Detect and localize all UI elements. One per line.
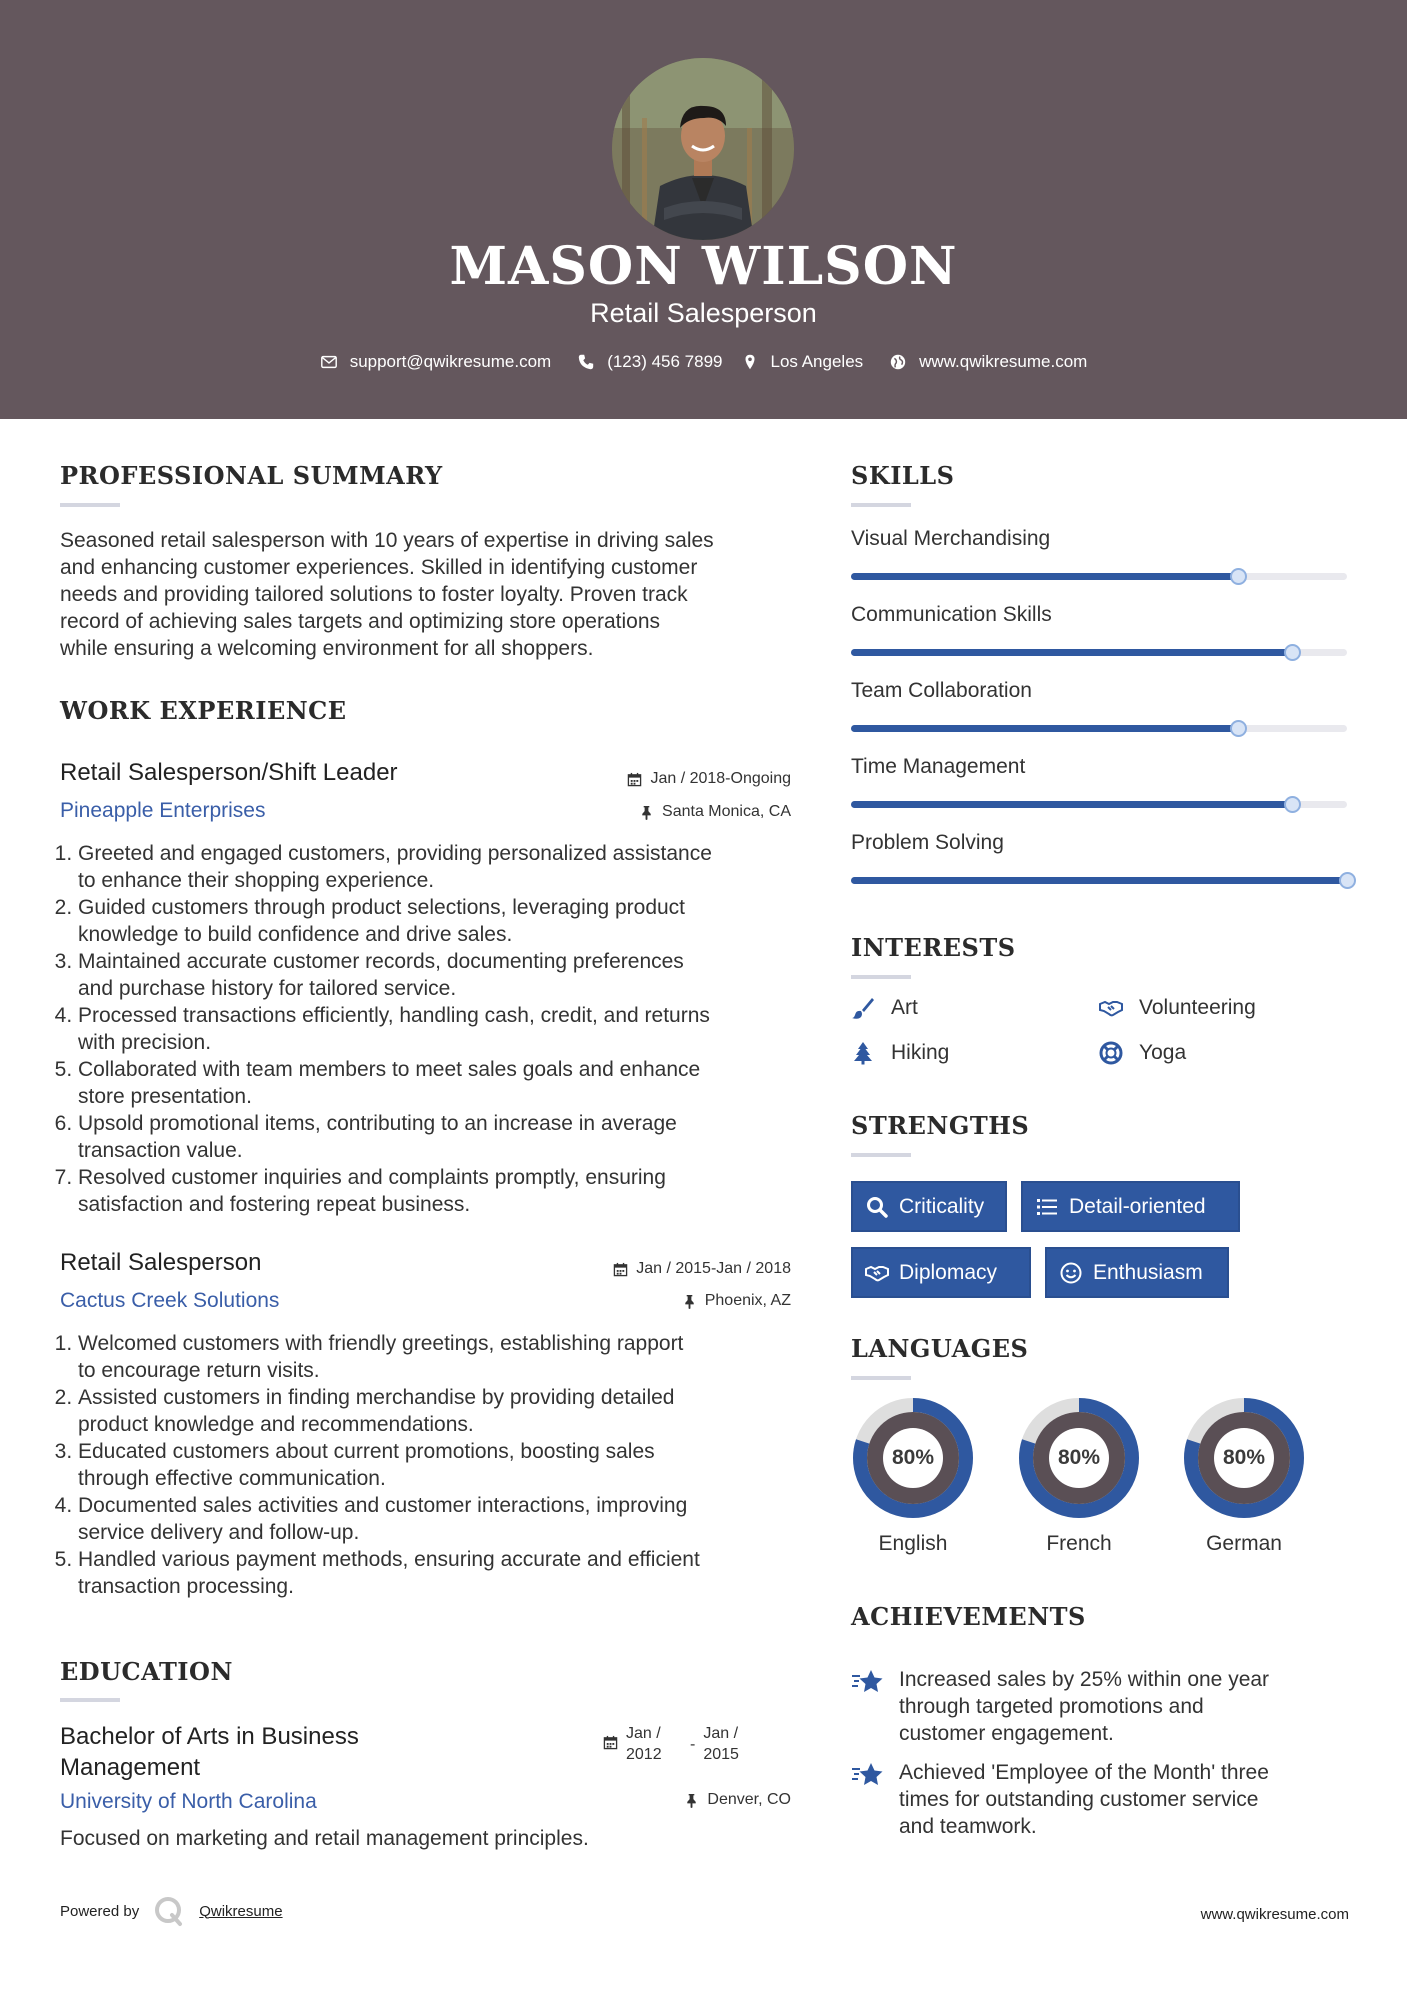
footer-url[interactable]: www.qwikresume.com — [1200, 1906, 1349, 1923]
skill-label: Time Management — [851, 755, 1026, 778]
achievement-line: and teamwork. — [899, 1815, 1037, 1838]
skill-bar-knob — [1284, 796, 1301, 813]
contact-bar — [0, 352, 1407, 372]
language-item — [1182, 1396, 1306, 1555]
skill-bar-track — [851, 877, 1347, 884]
language-percent: 80% — [1057, 1446, 1101, 1469]
list-item — [78, 1330, 820, 1384]
duty-line: with precision. — [78, 1031, 212, 1054]
education-description: Focused on marketing and retail management principles. — [60, 1827, 589, 1850]
skill-bar-fill — [851, 725, 1238, 732]
interests-heading: INTERESTS — [851, 933, 1016, 962]
skill-bar-knob — [1284, 644, 1301, 661]
tree-icon — [851, 1041, 875, 1065]
skill-bar-knob — [1230, 720, 1247, 737]
list-item — [78, 1438, 820, 1492]
pushpin-icon — [682, 1294, 697, 1309]
languages-heading: LANGUAGES — [851, 1334, 1029, 1363]
achievement-line: through targeted promotions and — [899, 1695, 1204, 1718]
achievement-line: Increased sales by 25% within one year — [899, 1668, 1270, 1691]
duty-line: transaction processing. — [78, 1575, 294, 1598]
summary-line: record of achieving sales targets and optimizing store operations — [60, 610, 660, 633]
achievement-line: customer engagement. — [899, 1722, 1114, 1745]
skill-bar-fill — [851, 573, 1238, 580]
list-icon — [1035, 1195, 1059, 1219]
calendar-icon — [627, 772, 642, 787]
contact-phone[interactable] — [577, 352, 722, 372]
envelope-icon — [320, 353, 338, 371]
job-title: Retail Salesperson — [60, 1249, 262, 1276]
trophy-star-icon — [851, 1668, 885, 1698]
duty-line: 1. Greeted and engaged customers, providing personalized assistance — [78, 842, 712, 865]
language-percent: 80% — [891, 1446, 935, 1469]
location-text: Los Angeles — [770, 352, 864, 371]
job-dates-text: Jan / 2015-Jan / 2018 — [636, 1260, 791, 1277]
powered-by — [60, 1895, 283, 1927]
job-duties-list — [60, 840, 820, 1218]
interests-rule — [851, 975, 911, 979]
strength-tag — [1021, 1181, 1240, 1232]
achievement-item — [851, 1666, 1269, 1747]
end-month: Jan / — [703, 1725, 739, 1742]
language-item — [1017, 1396, 1141, 1555]
contact-location — [741, 352, 864, 372]
strengths-heading: STRENGTHS — [851, 1111, 1030, 1140]
interest-label: Hiking — [891, 1041, 950, 1064]
achievement-text — [899, 1666, 1269, 1747]
achievement-item — [851, 1759, 1269, 1840]
calendar-icon — [603, 1735, 618, 1750]
skill-bar-track — [851, 649, 1347, 656]
list-item — [78, 1110, 820, 1164]
achievement-line: Achieved 'Employee of the Month' three — [899, 1761, 1269, 1784]
duty-line: product knowledge and recommendations. — [78, 1413, 474, 1436]
duty-line: to encourage return visits. — [78, 1359, 320, 1382]
summary-rule — [60, 503, 120, 507]
duty-line: knowledge to build confidence and drive sales. — [78, 923, 513, 946]
duty-line: 1. Welcomed customers with friendly greetings, establishing rapport — [78, 1332, 684, 1355]
start-date — [626, 1723, 682, 1765]
summary-line: and enhancing customer experiences. Skilled in identifying customer — [60, 556, 698, 579]
summary-line: needs and providing tailored solutions to foster loyalty. Proven track — [60, 583, 688, 606]
list-item — [78, 1056, 820, 1110]
skills-heading: SKILLS — [851, 461, 955, 490]
email-text: support@qwikresume.com — [349, 352, 552, 371]
job-title: Retail Salesperson/Shift Leader — [60, 759, 398, 786]
list-item — [78, 1164, 820, 1218]
list-item — [78, 1002, 820, 1056]
job-location — [682, 1292, 791, 1310]
duty-line: 3. Educated customers about current promotions, boosting sales — [78, 1440, 655, 1463]
achievement-text — [899, 1759, 1269, 1840]
school-name[interactable]: University of North Carolina — [60, 1790, 317, 1813]
strength-tag — [1045, 1247, 1229, 1298]
duty-line: to enhance their shopping experience. — [78, 869, 435, 892]
phone-text: (123) 456 7899 — [607, 352, 723, 371]
education-location-text: Denver, CO — [707, 1791, 791, 1808]
company-name[interactable]: Pineapple Enterprises — [60, 799, 266, 822]
map-pin-icon — [741, 353, 759, 371]
duty-line: 4. Documented sales activities and customer interactions, improving — [78, 1494, 688, 1517]
skill-bar-fill — [851, 877, 1347, 884]
job-location-text: Phoenix, AZ — [704, 1292, 791, 1309]
job-location-text: Santa Monica, CA — [662, 803, 791, 820]
list-item — [78, 1384, 820, 1438]
experience-heading: WORK EXPERIENCE — [60, 696, 347, 725]
degree-line: Management — [60, 1754, 201, 1781]
education-heading: EDUCATION — [60, 1657, 233, 1686]
end-year: 2015 — [703, 1746, 739, 1763]
smile-icon — [1059, 1261, 1083, 1285]
start-month: Jan / — [626, 1725, 661, 1742]
duty-line: 5. Handled various payment methods, ensuring accurate and efficient — [78, 1548, 700, 1571]
job-duties-list — [60, 1330, 820, 1600]
languages-rule — [851, 1376, 911, 1380]
website-text: www.qwikresume.com — [919, 352, 1088, 371]
duty-line: transaction value. — [78, 1139, 243, 1162]
duty-line: 5. Collaborated with team members to meet sales goals and enhance — [78, 1058, 701, 1081]
pushpin-icon — [684, 1793, 699, 1808]
skill-label: Communication Skills — [851, 603, 1052, 626]
job-location — [639, 803, 791, 821]
start-year: 2012 — [626, 1746, 662, 1763]
skill-bar-fill — [851, 801, 1292, 808]
duty-line: service delivery and follow-up. — [78, 1521, 360, 1544]
duty-line: 3. Maintained accurate customer records, documenting preferences — [78, 950, 684, 973]
search-icon — [865, 1195, 889, 1219]
list-item — [78, 894, 820, 948]
powered-by-label: Powered by — [60, 1902, 140, 1920]
interest-label: Yoga — [1139, 1041, 1187, 1064]
interest-item — [1099, 996, 1256, 1020]
date-dash: - — [690, 1736, 696, 1753]
list-item — [78, 840, 820, 894]
language-name: French — [1046, 1532, 1112, 1555]
globe-icon — [889, 353, 907, 371]
phone-icon — [577, 353, 595, 371]
qwikresume-logo-icon — [153, 1895, 185, 1927]
summary-text — [60, 527, 800, 662]
interest-item — [1099, 1041, 1186, 1065]
skill-label: Team Collaboration — [851, 679, 1032, 702]
education-rule — [60, 1698, 120, 1702]
job-dates-text: Jan / 2018-Ongoing — [650, 770, 791, 787]
duty-line: 7. Resolved customer inquiries and complaints promptly, ensuring — [78, 1166, 666, 1189]
contact-email[interactable] — [320, 352, 552, 372]
skill-label: Problem Solving — [851, 831, 1004, 854]
strength-label: Diplomacy — [899, 1260, 998, 1284]
skill-bar-track — [851, 573, 1347, 580]
duty-line: and purchase history for tailored service. — [78, 977, 457, 1000]
handshake-icon — [865, 1261, 889, 1285]
job-dates — [613, 1260, 791, 1278]
duty-line: 4. Processed transactions efficiently, handling cash, credit, and returns — [78, 1004, 710, 1027]
handshake-icon — [1099, 996, 1123, 1020]
interest-item — [851, 996, 918, 1020]
brand-link[interactable]: Qwikresume — [199, 1902, 283, 1920]
candidate-name: MASON WILSON — [449, 236, 958, 297]
profile-photo — [612, 58, 794, 240]
achievements-heading: ACHIEVEMENTS — [851, 1602, 1086, 1631]
trophy-star-icon — [851, 1761, 885, 1791]
summary-line: Seasoned retail salesperson with 10 years of expertise in driving sales — [60, 529, 714, 552]
strengths-rule — [851, 1153, 911, 1157]
education-location — [684, 1791, 791, 1809]
strength-label: Criticality — [899, 1194, 985, 1218]
strength-tag — [851, 1181, 1007, 1232]
candidate-role: Retail Salesperson — [590, 298, 817, 328]
language-name: German — [1206, 1532, 1282, 1555]
duty-line: store presentation. — [78, 1085, 252, 1108]
list-item — [78, 1492, 820, 1546]
language-percent: 80% — [1222, 1446, 1266, 1469]
strength-label: Enthusiasm — [1093, 1260, 1203, 1284]
language-name: English — [878, 1532, 948, 1555]
summary-heading: PROFESSIONAL SUMMARY — [60, 461, 443, 490]
job-dates — [627, 770, 791, 788]
language-item — [851, 1396, 975, 1555]
summary-line: while ensuring a welcoming environment for all shoppers. — [60, 637, 594, 660]
interest-label: Art — [891, 996, 918, 1019]
list-item — [78, 948, 820, 1002]
strength-tag — [851, 1247, 1031, 1298]
skill-bar-track — [851, 725, 1347, 732]
duty-line: 6. Upsold promotional items, contributing to an increase in average — [78, 1112, 677, 1135]
strength-label: Detail-oriented — [1069, 1194, 1206, 1218]
paintbrush-icon — [851, 996, 875, 1020]
skill-bar-knob — [1339, 872, 1356, 889]
skill-bar-knob — [1230, 568, 1247, 585]
duty-line: through effective communication. — [78, 1467, 386, 1490]
interest-item — [851, 1041, 949, 1065]
education-dates — [603, 1723, 739, 1765]
pushpin-icon — [639, 805, 654, 820]
skill-label: Visual Merchandising — [851, 527, 1051, 550]
list-item — [78, 1546, 820, 1600]
degree-title — [60, 1721, 359, 1783]
contact-website[interactable] — [889, 352, 1087, 372]
duty-line: 2. Assisted customers in finding merchandise by providing detailed — [78, 1386, 675, 1409]
duty-line: 2. Guided customers through product selections, leveraging product — [78, 896, 686, 919]
company-name[interactable]: Cactus Creek Solutions — [60, 1289, 280, 1312]
duty-line: satisfaction and fostering repeat business. — [78, 1193, 471, 1216]
interest-label: Volunteering — [1139, 996, 1256, 1019]
end-date — [703, 1723, 739, 1765]
achievement-line: times for outstanding customer service — [899, 1788, 1259, 1811]
lifering-icon — [1099, 1041, 1123, 1065]
calendar-icon — [613, 1262, 628, 1277]
degree-line: Bachelor of Arts in Business — [60, 1723, 359, 1750]
skill-bar-track — [851, 801, 1347, 808]
skills-rule — [851, 503, 911, 507]
skill-bar-fill — [851, 649, 1292, 656]
resume-header — [0, 0, 1407, 419]
